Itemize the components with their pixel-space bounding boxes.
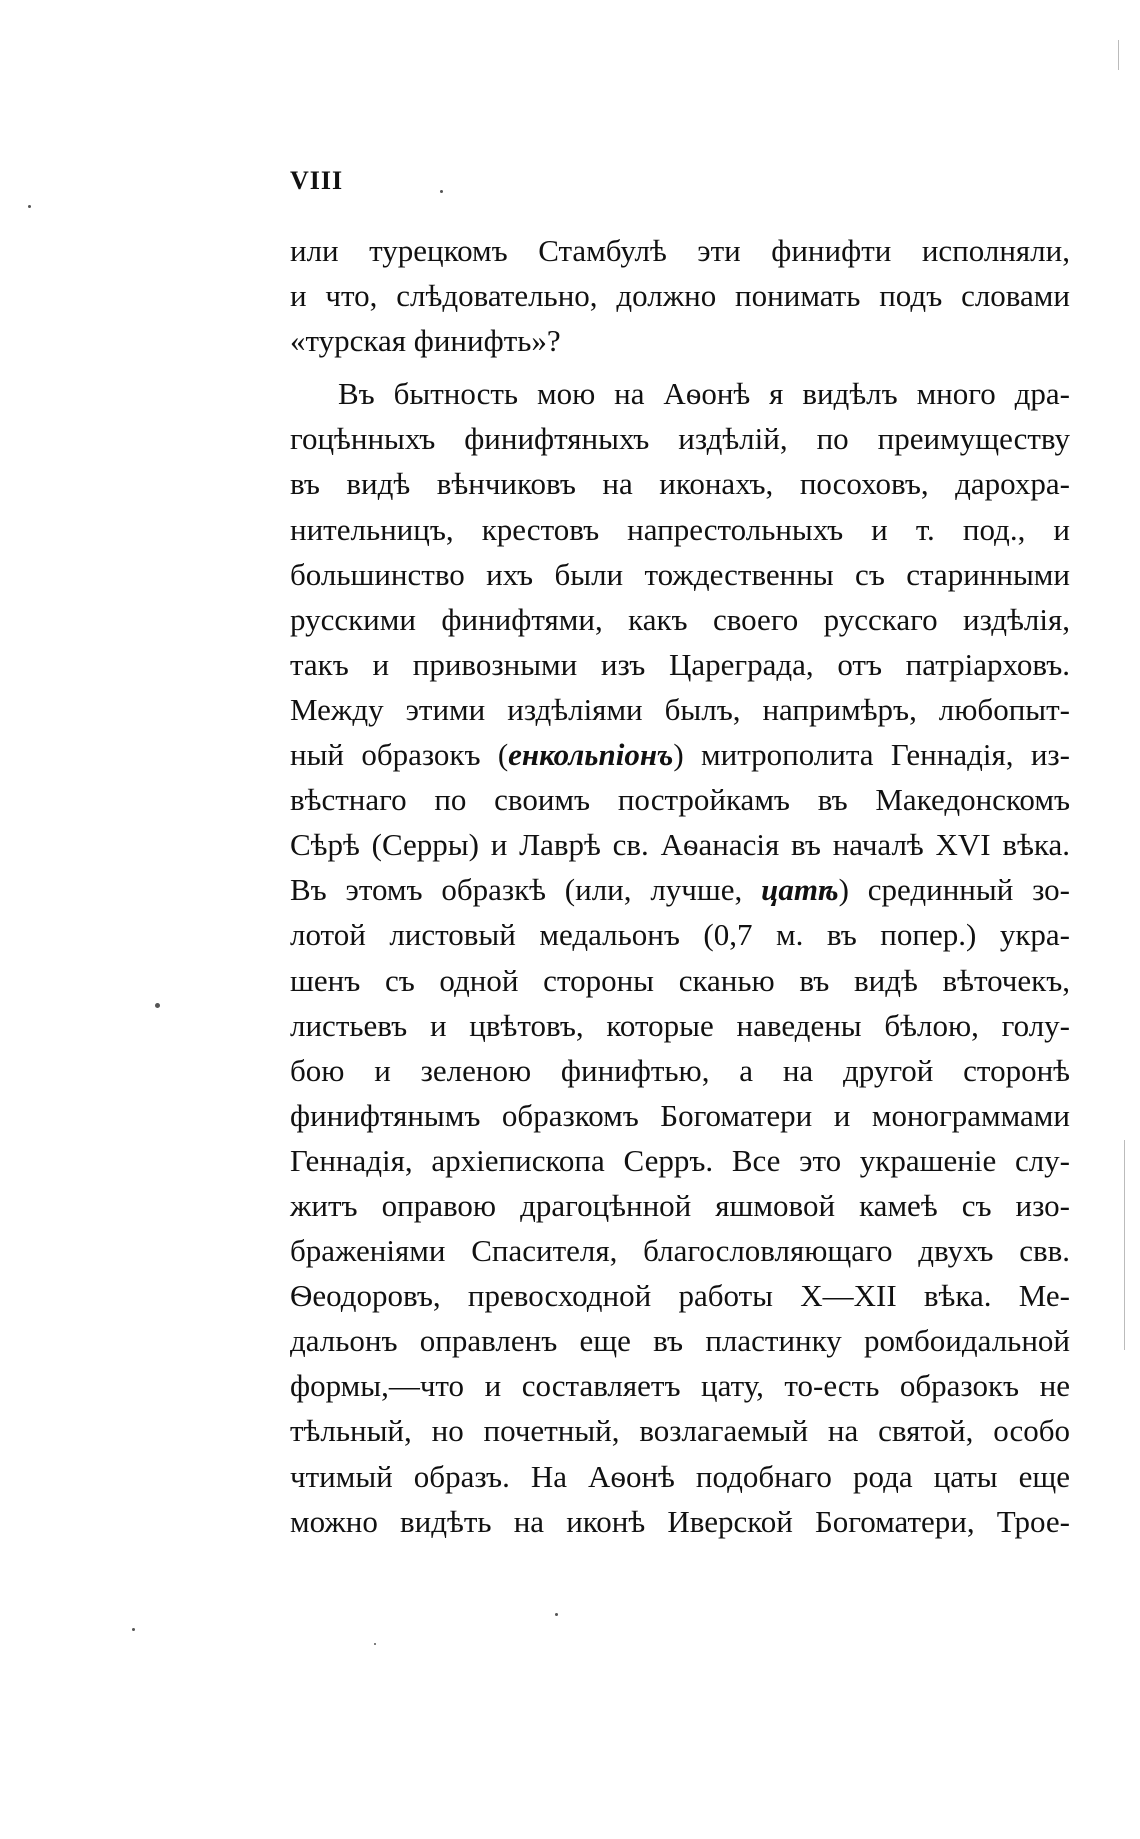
scan-edge-mark: [1118, 40, 1119, 70]
text-line: Сѣрѣ (Серры) и Лаврѣ св. Аѳанасія въ началѣ XVI вѣка.: [290, 827, 1070, 863]
scan-speck: [155, 1003, 160, 1008]
text-line: въ видѣ вѣнчиковъ на иконахъ, посоховъ, дарохра-: [290, 466, 1070, 502]
scan-speck: [132, 1628, 135, 1631]
italic-term: цатѣ: [761, 872, 839, 908]
text-line: Геннадія, архіепископа Серръ. Все это украшеніе слу-: [290, 1142, 1070, 1178]
text-line: Въ бытность мою на Аѳонѣ я видѣлъ много дра-: [338, 376, 1070, 412]
text-line: такъ и привозными изъ Цареграда, отъ патріарховъ.: [290, 646, 1070, 682]
text-segment: Въ этомъ образкѣ (или, лучше,: [290, 872, 762, 908]
text-line: шенъ съ одной стороны сканью въ видѣ вѣточекъ,: [290, 962, 1070, 998]
text-line: или турецкомъ Стамбулѣ эти финифти исполняли,: [290, 233, 1070, 268]
text-line: браженіями Спасителя, благословляющаго двухъ свв.: [290, 1233, 1070, 1269]
scan-speck: [440, 190, 443, 193]
text-line: нительницъ, крестовъ напрестольныхъ и т. под., и: [290, 511, 1070, 547]
text-line: Ѳеодоровъ, превосходной работы X—XII вѣка. Ме-: [290, 1278, 1070, 1314]
text-line: формы,—что и составляетъ цату, то-есть образокъ не: [290, 1368, 1070, 1404]
text-line: большинство ихъ были тождественны съ старинными: [290, 556, 1070, 592]
text-line: бою и зеленою финифтью, а на другой сторонѣ: [290, 1052, 1070, 1088]
text-line: дальонъ оправленъ еще въ пластинку ромбоидальной: [290, 1323, 1070, 1359]
scan-speck: [374, 1643, 376, 1645]
text-line: вѣстнаго по своимъ постройкамъ въ Македонскомъ: [290, 782, 1070, 818]
scan-speck: [555, 1613, 558, 1616]
scan-edge-mark: [1124, 1140, 1125, 1350]
text-line: тѣльный, но почетный, возлагаемый на святой, особо: [290, 1413, 1070, 1449]
text-segment: ) митрополита Геннадія, из-: [673, 737, 1070, 773]
text-segment: ) срединный зо-: [838, 872, 1071, 908]
text-line: [290, 732, 1070, 777]
text-line: «турская финифть»?: [290, 323, 561, 359]
text-line: русскими финифтями, какъ своего русскаго издѣлія,: [290, 601, 1070, 637]
text-line: Между этими издѣліями былъ, напримѣръ, любопыт-: [290, 691, 1070, 727]
text-line: лотой листовый медальонъ (0,7 м. въ попер.) укра-: [290, 917, 1070, 953]
text-line: [290, 867, 1070, 912]
text-line: житъ оправою драгоцѣнной яшмовой камеѣ съ изо-: [290, 1187, 1070, 1223]
italic-term: енкольпіонъ: [508, 737, 674, 773]
text-line: и что, слѣдовательно, должно понимать подъ словами: [290, 278, 1070, 314]
scan-speck: [28, 205, 31, 208]
text-line: финифтянымъ образкомъ Богоматери и монограммами: [290, 1097, 1070, 1133]
page-number: VIII: [290, 166, 344, 195]
text-line: гоцѣнныхъ финифтяныхъ издѣлій, по преимуществу: [290, 421, 1070, 457]
text-line: чтимый образъ. На Аѳонѣ подобнаго рода цаты еще: [290, 1458, 1070, 1494]
text-segment: ный образокъ (: [290, 737, 509, 773]
text-line: листьевъ и цвѣтовъ, которые наведены бѣлою, голу-: [290, 1007, 1070, 1043]
text-line: можно видѣть на иконѣ Иверской Богоматери, Трое-: [290, 1503, 1070, 1539]
body-text: [290, 228, 1070, 1544]
